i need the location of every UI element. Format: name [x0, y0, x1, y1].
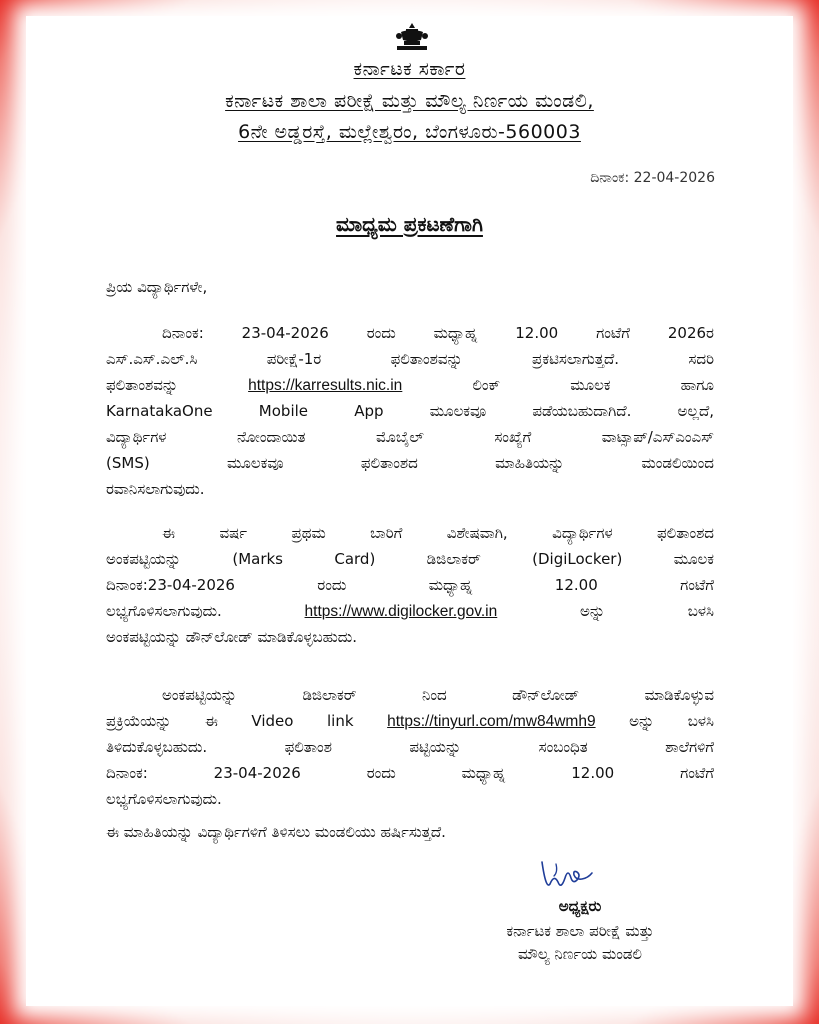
header-government: ಕರ್ನಾಟಕ ಸರ್ಕಾರ [353, 58, 466, 80]
signatory-designation: ಅಧ್ಯಕ್ಷರು [558, 897, 602, 915]
paragraph-1 [106, 320, 714, 502]
karresults-link[interactable]: https://karresults.nic.in [248, 377, 403, 394]
header-board-name: ಕರ್ನಾಟಕ ಶಾಲಾ ಪರೀಕ್ಷೆ ಮತ್ತು ಮೌಲ್ಯ ನಿರ್ಣಯ ಮಂಡಲಿ, [225, 90, 594, 112]
text-line: ದಿನಾಂಕ: 23-04-2026 ರಂದು ಮಧ್ಯಾಹ್ನ 12.00 ಗಂಟೆಗೆ [106, 764, 714, 782]
text-line: KarnatakaOne Mobile App ಮೂಲಕವೂ ಪಡೆಯಬಹುದಾಗಿದೆ. ಅಲ್ಲದೆ, [106, 402, 714, 420]
paragraph-2 [106, 520, 714, 650]
paragraph-3 [106, 682, 714, 812]
state-emblem-icon [395, 22, 429, 52]
document-date: ದಿನಾಂಕ: 22-04-2026 [590, 170, 715, 186]
text-line: ಎಸ್.ಎಸ್.ಎಲ್.ಸಿ ಪರೀಕ್ಷೆ-1ರ ಫಲಿತಾಂಶವನ್ನು ಪ್ರಕಟಿಸಲಾಗುತ್ತದೆ. ಸದರಿ [106, 350, 714, 368]
text-line: ಲಭ್ಯಗೊಳಿಸಲಾಗುವುದು. [106, 790, 222, 808]
handwritten-signature [536, 856, 606, 896]
text-line: (SMS) ಮೂಲಕವೂ ಫಲಿತಾಂಶದ ಮಾಹಿತಿಯನ್ನು ಮಂಡಲಿಯಿಂದ [106, 454, 714, 472]
document-title: ಮಾಧ್ಯಮ ಪ್ರಕಟಣೆಗಾಗಿ [336, 212, 483, 236]
text-line: ವಿದ್ಯಾರ್ಥಿಗಳ ನೋಂದಾಯಿತ ಮೊಬೈಲ್ ಸಂಖ್ಯೆಗೆ ವಾಟ್ಸಾಪ್/ಎಸ್‌ಎಂಎಸ್ [106, 428, 714, 446]
video-link[interactable]: https://tinyurl.com/mw84wmh9 [387, 713, 596, 730]
text-line: ತಿಳಿದುಕೊಳ್ಳಬಹುದು. ಫಲಿತಾಂಶ ಪಟ್ಟಿಯನ್ನು ಸಂಬಂಧಿತ ಶಾಲೆಗಳಿಗೆ [106, 738, 714, 756]
text-line: ಫಲಿತಾಂಶವನ್ನು https://karresults.nic.in ಲಿಂಕ್ ಮೂಲಕ ಹಾಗೂ [106, 376, 714, 394]
text-line: ದಿನಾಂಕ:23-04-2026 ರಂದು ಮಧ್ಯಾಹ್ನ 12.00 ಗಂಟೆಗೆ [106, 576, 714, 594]
text-line: ದಿನಾಂಕ: 23-04-2026 ರಂದು ಮಧ್ಯಾಹ್ನ 12.00 ಗಂಟೆಗೆ 2026ರ [162, 324, 714, 342]
header-address: 6ನೇ ಅಡ್ಡರಸ್ತೆ, ಮಲ್ಲೇಶ್ವರಂ, ಬೆಂಗಳೂರು-560003 [238, 121, 581, 143]
salutation: ಪ್ರಿಯ ವಿದ್ಯಾರ್ಥಿಗಳೇ, [106, 278, 208, 296]
closing-line: ಈ ಮಾಹಿತಿಯನ್ನು ವಿದ್ಯಾರ್ಥಿಗಳಿಗೆ ತಿಳಿಸಲು ಮಂಡಲಿಯು ಹರ್ಷಿಸುತ್ತದೆ. [106, 823, 446, 841]
signatory-org-line1: ಕರ್ನಾಟಕ ಶಾಲಾ ಪರೀಕ್ಷೆ ಮತ್ತು [506, 922, 654, 940]
text-line: ಅಂಕಪಟ್ಟಿಯನ್ನು ಡಿಜಿಲಾಕರ್ ನಿಂದ ಡೌನ್‌ಲೋಡ್ ಮಾಡಿಕೊಳ್ಳುವ [162, 686, 714, 704]
text-line: ಅಂಕಪಟ್ಟಿಯನ್ನು (Marks Card) ಡಿಜಿಲಾಕರ್ (DigiLocker) ಮೂಲಕ [106, 550, 714, 568]
text-line: ಈ ವರ್ಷ ಪ್ರಥಮ ಬಾರಿಗೆ ವಿಶೇಷವಾಗಿ, ವಿದ್ಯಾರ್ಥಿಗಳ ಫಲಿತಾಂಶದ [162, 524, 714, 542]
text-line: ಪ್ರಕ್ರಿಯೆಯನ್ನು ಈ Video link https://tinyurl.com/mw84wmh9 ಅನ್ನು ಬಳಸಿ [106, 712, 714, 730]
digilocker-link[interactable]: https://www.digilocker.gov.in [304, 603, 498, 620]
text-line: ರವಾನಿಸಲಾಗುವುದು. [106, 480, 205, 498]
document-page [26, 16, 793, 1006]
signatory-org-line2: ಮೌಲ್ಯ ನಿರ್ಣಯ ಮಂಡಲಿ [517, 945, 642, 963]
text-line: ಅಂಕಪಟ್ಟಿಯನ್ನು ಡೌನ್‌ಲೋಡ್ ಮಾಡಿಕೊಳ್ಳಬಹುದು. [106, 628, 358, 646]
text-line: ಲಭ್ಯಗೊಳಿಸಲಾಗುವುದು. https://www.digilocker.gov.in ಅನ್ನು ಬಳಸಿ [106, 602, 714, 620]
